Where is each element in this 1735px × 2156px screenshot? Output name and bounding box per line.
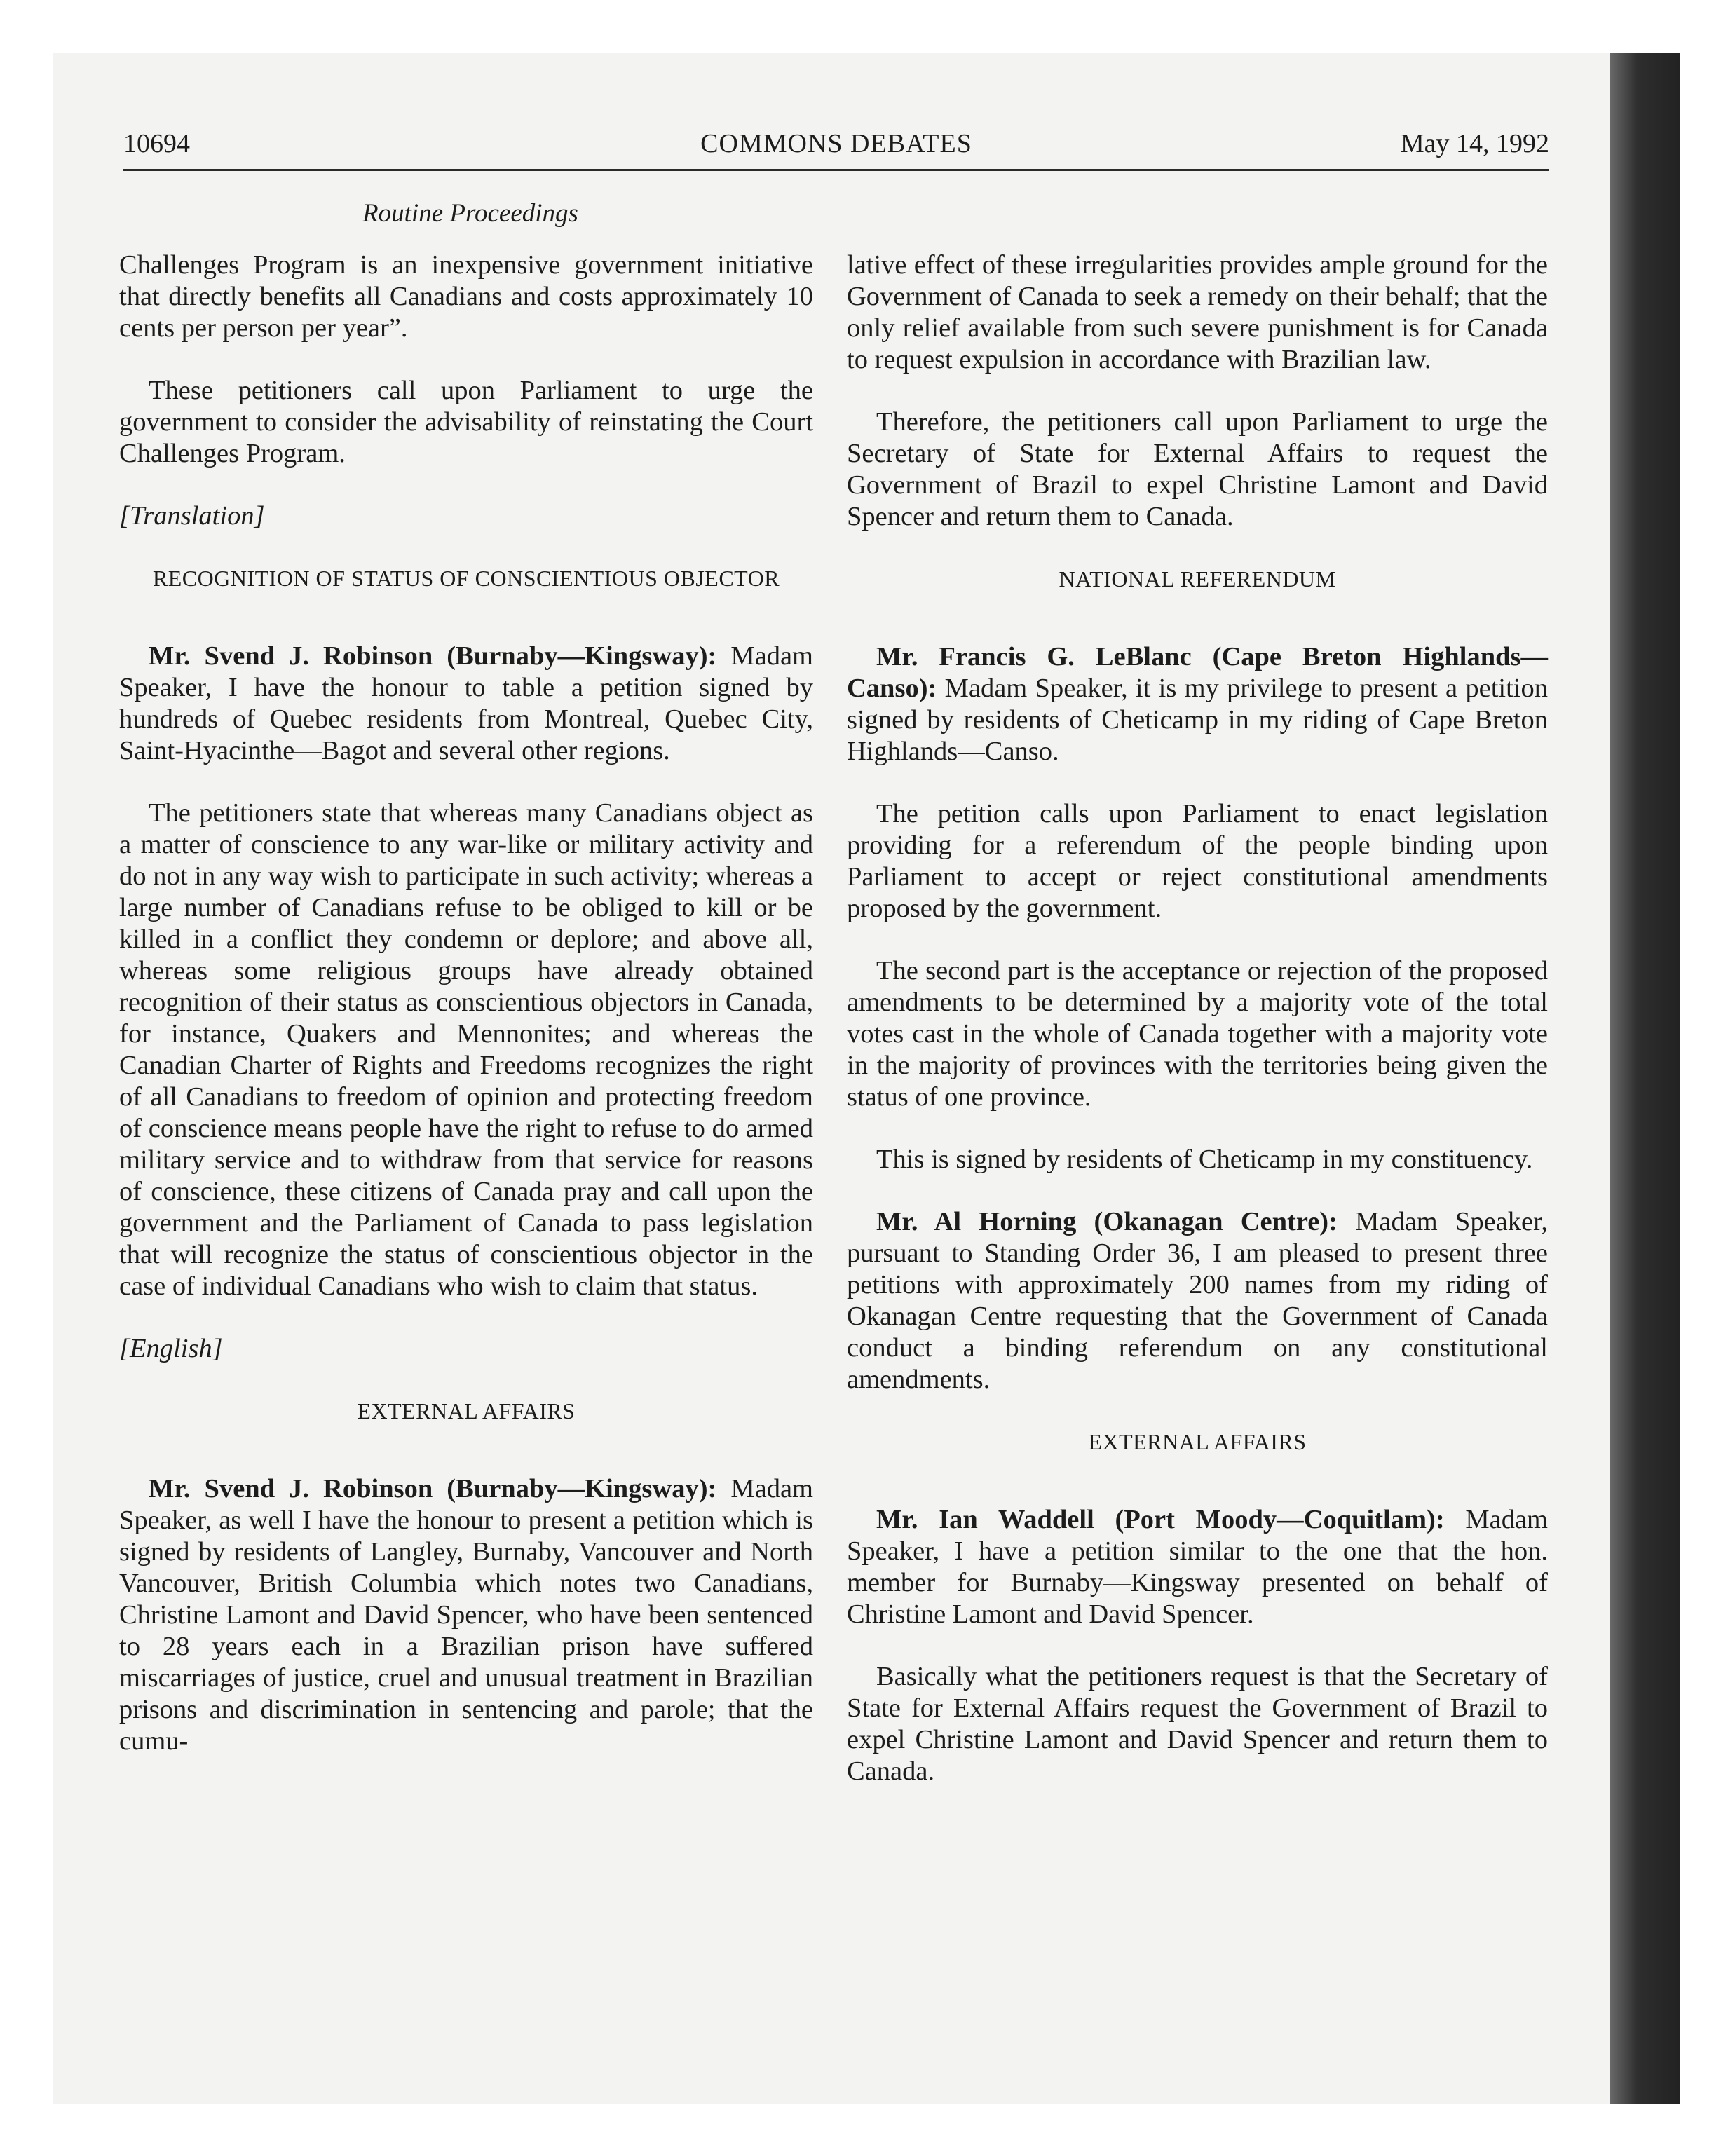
paragraph: Therefore, the petitioners call upon Parliament to urge the Secretary of State for External Affairs to request the Government of Brazil to expel Christine Lamont and David Spencer and return them to Canada. (847, 407, 1548, 531)
speech-text: Madam Speaker, I have a petition similar to the one that the hon. member for Burnaby—Kingsway presented on behalf of Christine Lamont and David Spencer. (847, 1505, 1548, 1629)
section-label: Routine Proceedings (362, 199, 578, 228)
page-number: 10694 (123, 129, 190, 158)
running-header (123, 128, 1549, 170)
speech-text: Madam Speaker, pursuant to Standing Order 36, I am pleased to present three petitions with approximately 200 names from my riding of Okanagan Centre requesting that the Government of Canada conduct a binding referendum on any constitutional amendments. (847, 1207, 1548, 1394)
speaker-name: Mr. Francis G. LeBlanc (Cape Breton Highlands—Canso): (847, 642, 1548, 703)
section-heading: EXTERNAL AFFAIRS (357, 1398, 576, 1424)
translation-tag: [Translation] (119, 501, 265, 531)
paragraph (847, 1504, 1548, 1630)
publication-date: May 14, 1992 (1400, 129, 1549, 158)
publication-title: COMMONS DEBATES (700, 129, 972, 158)
speaker-name: Mr. Al Horning (Okanagan Centre): (876, 1207, 1338, 1236)
paragraph: This is signed by residents of Cheticamp in my constituency. (876, 1145, 1533, 1174)
scan-edge-shadow (1610, 53, 1680, 2104)
speaker-name: Mr. Svend J. Robinson (Burnaby—Kingsway): (149, 1474, 717, 1503)
paragraph: These petitioners call upon Parliament to urge the government to consider the advisability of reinstating the Court Challenges Program. (119, 376, 813, 468)
header-rule (123, 169, 1549, 171)
paragraph: The petitioners state that whereas many Canadians object as a matter of conscience to any war-like or military activity and do not in any way wish to participate in such activity; whereas a large number of Canadians refuse to be obliged to kill or be killed in a conflict they condemn or deplore; and above all, whereas some religious groups have already obtained recognition of their status as conscientious objectors in Canada, for instance, Quakers and Mennonites; and whereas the Canadian Charter of Rights and Freedoms recognizes the right of all Canadians to freedom of opinion and protecting freedom of conscience means people have the right to refuse to do armed military service and to withdraw from that service for reasons of conscience, these citizens of Canada pray and call upon the government and the Parliament of Canada to pass legislation that will recognize the status of conscientious objector in the case of individual Canadians who wish to claim that status. (119, 798, 813, 1301)
paragraph (119, 641, 813, 767)
paragraph: The petition calls upon Parliament to enact legislation providing for a referendum of the people binding upon Parliament to accept or reject constitutional amendments proposed by the government. (847, 799, 1548, 923)
paragraph: The second part is the acceptance or rejection of the proposed amendments to be determined by a majority vote of the total votes cast in the whole of Canada together with a majority vote in the majority of provinces with the territories being given the status of one province. (847, 956, 1548, 1112)
speaker-name: Mr. Svend J. Robinson (Burnaby—Kingsway): (149, 641, 717, 671)
paragraph: Basically what the petitioners request is that the Secretary of State for External Affairs request the Government of Brazil to expel Christine Lamont and David Spencer and return them to Canada. (847, 1662, 1548, 1786)
paragraph (847, 1206, 1548, 1396)
section-heading: NATIONAL REFERENDUM (1059, 566, 1336, 592)
section-heading: EXTERNAL AFFAIRS (1088, 1429, 1307, 1454)
section-heading: RECOGNITION OF STATUS OF CONSCIENTIOUS OBJECTOR (152, 566, 780, 591)
speech-text: Madam Speaker, I have the honour to table a petition signed by hundreds of Quebec residents from Montreal, Quebec City, Saint-Hyacinthe—Bagot and several other regions. (119, 641, 813, 765)
paragraph (119, 1473, 813, 1757)
paragraph: Challenges Program is an inexpensive government initiative that directly benefits all Canadians and costs approximately 10 cents per person per year”. (119, 250, 813, 343)
speech-text: Madam Speaker, it is my privilege to present a petition signed by residents of Cheticamp in my riding of Cape Breton Highlands—Canso. (847, 674, 1548, 766)
paragraph: lative effect of these irregularities provides ample ground for the Government of Canada to seek a remedy on their behalf; that the only relief available from such severe punishment is for Canada to request expulsion in accordance with Brazilian law. (847, 250, 1548, 374)
left-column (119, 250, 813, 1788)
english-tag: [English] (119, 1334, 223, 1363)
paragraph (847, 641, 1548, 767)
speech-text: Madam Speaker, as well I have the honour to present a petition which is signed by residents of Langley, Burnaby, Vancouver and North Vancouver, British Columbia which notes two Canadians, Christine Lamont and David Spencer, who have been sentenced to 28 years each in a Brazilian prison have suffered miscarriages of justice, cruel and unusual treatment in Brazilian prisons and discrimination in sentencing and parole; that the cumu- (119, 1474, 813, 1756)
speaker-name: Mr. Ian Waddell (Port Moody—Coquitlam): (876, 1505, 1445, 1534)
right-column (847, 250, 1548, 1818)
